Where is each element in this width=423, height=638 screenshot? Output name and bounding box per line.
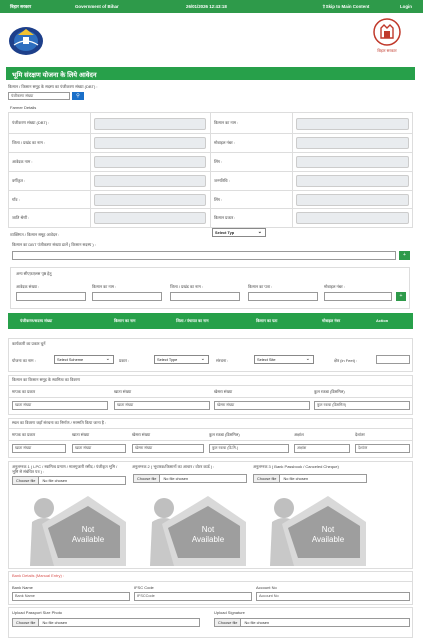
proposed-input[interactable]: अक्षांश [294, 444, 350, 453]
not-available-text: Available [71, 535, 105, 544]
account-no-input[interactable]: Account No [256, 592, 410, 601]
proposed-col-header: मापक का प्रकार [12, 432, 36, 437]
proposed-input[interactable]: खेसरा संख्या [132, 444, 204, 453]
proposed-input[interactable]: खाता संख्या [72, 444, 126, 453]
ifsc-input[interactable]: IFSCCode [134, 592, 252, 601]
farmer-field-label: पंजीकरण संख्या (DBT) : [12, 120, 50, 125]
proposed-input[interactable]: देशांतर [355, 444, 410, 453]
plus-icon: + [399, 293, 403, 299]
farmer-field-label: जन्मतिथि : [214, 178, 230, 183]
farmer-field-label: वर्गीकृत : [12, 178, 26, 183]
land-input[interactable]: खाता संख्या [12, 401, 108, 410]
farmer-readonly-field[interactable] [94, 118, 206, 130]
file-status: No file chosen [244, 620, 270, 625]
signature-label: Upload Signature [214, 610, 245, 615]
farmer-details-heading: Farmer Details [10, 105, 37, 110]
bihar-sarkar-logo [372, 17, 402, 55]
col-header: पंजीकरण/सदस्य संख्या [20, 318, 53, 323]
add-member-button[interactable] [396, 292, 406, 301]
farmer-readonly-field[interactable] [94, 194, 206, 206]
farmer-readonly-field[interactable] [296, 118, 409, 130]
file-status: No file chosen [163, 476, 189, 481]
file-status: No file chosen [42, 620, 68, 625]
farmer-readonly-field[interactable] [296, 175, 409, 187]
farmer-readonly-field[interactable] [94, 137, 206, 149]
crop-section-title: कार्यकारी का प्रकार चुनें [12, 341, 46, 346]
land-col-header: खेसरा संख्या [214, 389, 233, 394]
not-available-text: Not [321, 525, 335, 534]
plus-icon: + [403, 252, 406, 258]
skip-link[interactable]: ⇧Skip to Main Content [322, 4, 370, 9]
choose-file-button[interactable]: Choose file [134, 475, 160, 482]
farmer-field-label: किसान प्रकार : [214, 215, 236, 220]
group-box-title: अन्य सीएफ़एलस पृष्ठ हेतु [16, 271, 52, 276]
chevron-down-icon: ⌄ [200, 356, 205, 362]
seal-icon [372, 17, 402, 47]
not-available-text: Available [191, 535, 225, 544]
group-field-input[interactable] [92, 292, 162, 301]
proposed-col-header: कुल रकबा (डिसमिल) [209, 432, 240, 437]
scheme-label: योजना का नाम : [12, 358, 36, 363]
signature-file-input[interactable] [214, 618, 410, 627]
add-button[interactable] [399, 251, 410, 260]
gov-label: Government of Bihar [75, 4, 119, 9]
dbt-input[interactable]: पंजीकरण संख्या [8, 92, 70, 100]
farmer-field-label: जिला / प्रखंड का नाम : [12, 140, 45, 145]
col-header: मोबाइल नंबर [322, 318, 341, 323]
search-button[interactable] [72, 92, 84, 100]
group-field-input[interactable] [16, 292, 86, 301]
farmer-field-label: लिंग : [214, 197, 223, 202]
not-available-text: Not [81, 525, 95, 534]
land-input[interactable]: खेसरा संख्या [214, 401, 310, 410]
bank-label: Account No [256, 585, 277, 590]
group-field-input[interactable] [170, 292, 240, 301]
farmer-field-label: गाँव : [12, 197, 20, 202]
type-select[interactable]: Select Type ⌄ [154, 355, 209, 364]
right-logo-text: बिहार सरकार [377, 48, 397, 53]
dept-label: बिहार सरकार [10, 4, 32, 9]
group-field-label: जिला / प्रखंड का नाम : [170, 284, 203, 289]
dbt-register-label: किसान का DBT पंजीकरण संख्या डालें ( किसान सदस्य ) : [12, 242, 96, 247]
farmer-field-label: आवेदक नाम : [12, 159, 33, 164]
farmer-field-label: मोबाइल नंबर : [214, 140, 235, 145]
members-table-header [8, 313, 413, 329]
site-select[interactable]: Select Site ⌄ [254, 355, 314, 364]
col-header: जिला / पंचायत का नाम [176, 318, 209, 323]
choose-file-button[interactable]: Choose file [215, 619, 241, 626]
type-label: प्रकार : [119, 358, 130, 363]
col-header: Action [376, 318, 389, 323]
farmer-readonly-field[interactable] [94, 212, 206, 224]
land-section-title: किसान का किसान समूह के स्वामित्व का विवरण [12, 377, 80, 382]
not-available-placeholder-image [258, 466, 366, 566]
choose-file-button[interactable]: Choose file [13, 619, 39, 626]
dbt-register-input[interactable] [12, 251, 396, 260]
group-member-box [10, 267, 410, 309]
farmer-field-label: किसान का नाम : [214, 120, 239, 125]
proposed-input[interactable]: खाता संख्या [12, 444, 66, 453]
not-available-placeholder-image [18, 466, 126, 566]
not-available-placeholder-image [138, 466, 246, 566]
proposed-col-header: देशांतर [355, 432, 365, 437]
col-header: किसान का पता [256, 318, 278, 323]
chevron-down-icon: ⌄ [105, 356, 110, 362]
chevron-down-icon: ⌄ [257, 229, 262, 235]
farmer-readonly-field[interactable] [296, 156, 409, 168]
form-title: भूमि संरक्षण योजना के लिये आवेदन [6, 67, 415, 80]
land-col-header: खाता संख्या [114, 389, 132, 394]
col-header: किसान का नाम [114, 318, 136, 323]
applicant-type-label: व्यक्तिगत / किसान समूह आवेदन : [10, 232, 60, 237]
proposed-col-header: अक्षांश [294, 432, 304, 437]
land-col-header: मापक का प्रकार [12, 389, 36, 394]
farmer-field-label: लिंग : [214, 159, 223, 164]
land-col-header: कुल रकबा (डिसमिल) [314, 389, 345, 394]
proposed-col-header: खाता संख्या [72, 432, 90, 437]
area-input[interactable] [376, 355, 410, 364]
farmer-field-label: जाति श्रेणी : [12, 215, 30, 220]
dbt-label: किसान / किसान समूह के सदस्य का पंजीकरण संख्या (DBT) : [8, 84, 98, 89]
farmer-readonly-field[interactable] [296, 212, 409, 224]
proposed-col-header: खेसरा संख्या [132, 432, 151, 437]
datetime: 26/01/2026 12:43:18 [186, 4, 227, 9]
group-field-label: आवेदक संख्या : [16, 284, 40, 289]
land-input[interactable]: कुल रकबा (डिसमिल) [314, 401, 410, 410]
passport-file-input[interactable] [12, 618, 200, 627]
group-field-input[interactable] [324, 292, 392, 301]
upload-label-2: अनुलग्नक 2 ( भूधारक/किसानों का आधार / वोटर कार्ड ) : [132, 464, 215, 469]
scheme-select[interactable]: Select Scheme ⌄ [54, 355, 114, 364]
area-label: क्षेत्र (in Feet) : [334, 358, 358, 363]
choose-file-button[interactable]: Choose file [254, 475, 280, 482]
land-input[interactable]: खाता संख्या [114, 401, 210, 410]
file-status: No file chosen [283, 476, 309, 481]
farmer-readonly-field[interactable] [94, 175, 206, 187]
proposed-section-title: स्थल का विवरण जहाँ संरचना का निर्माण / मरम्मति किया जाना है : [12, 420, 107, 425]
top-bar [0, 0, 423, 13]
group-field-label: किसान का नाम : [92, 284, 117, 289]
not-available-text: Not [201, 525, 215, 534]
group-field-label: किसान का पता : [248, 284, 273, 289]
group-field-label: मोबाइल नंबर : [324, 284, 345, 289]
upload-label-1: अनुलग्नक 1 ( LPC / स्वामित्व प्रमाण / मालगुजारी रसीद / पंजीकृत भूमि / भूमि से संबंधित पत्र ) : [12, 464, 118, 474]
bihar-emblem-logo [8, 25, 44, 56]
group-field-input[interactable] [248, 292, 318, 301]
bank-label: Bank Name [12, 585, 33, 590]
bank-name-input[interactable]: Bank Name [12, 592, 130, 601]
bank-section-title: Bank Details (Manual Entry) : [12, 573, 65, 578]
choose-file-button[interactable]: Choose file [13, 477, 39, 484]
farmer-readonly-field[interactable] [296, 194, 409, 206]
proposed-input[interactable]: कुल रकबा (डि.मि.) [209, 444, 289, 453]
site-label: संरचना : [216, 358, 229, 363]
chevron-down-icon: ⌄ [305, 356, 310, 362]
farmer-readonly-field[interactable] [94, 156, 206, 168]
passport-label: Upload Passport Size Photo [12, 610, 63, 615]
upload-label-3: अनुलग्नक 3 ( Bank Passbook / Canceled Cheque) [253, 464, 339, 469]
farmer-readonly-field[interactable] [296, 137, 409, 149]
login-link[interactable]: Login [400, 4, 412, 9]
not-available-text: Available [311, 535, 345, 544]
file-status: No file chosen [42, 478, 68, 483]
search-icon: ⚲ [76, 93, 80, 99]
bank-label: IFSC Code [134, 585, 154, 590]
applicant-type-select[interactable]: Select Typ ⌄ [212, 228, 266, 237]
